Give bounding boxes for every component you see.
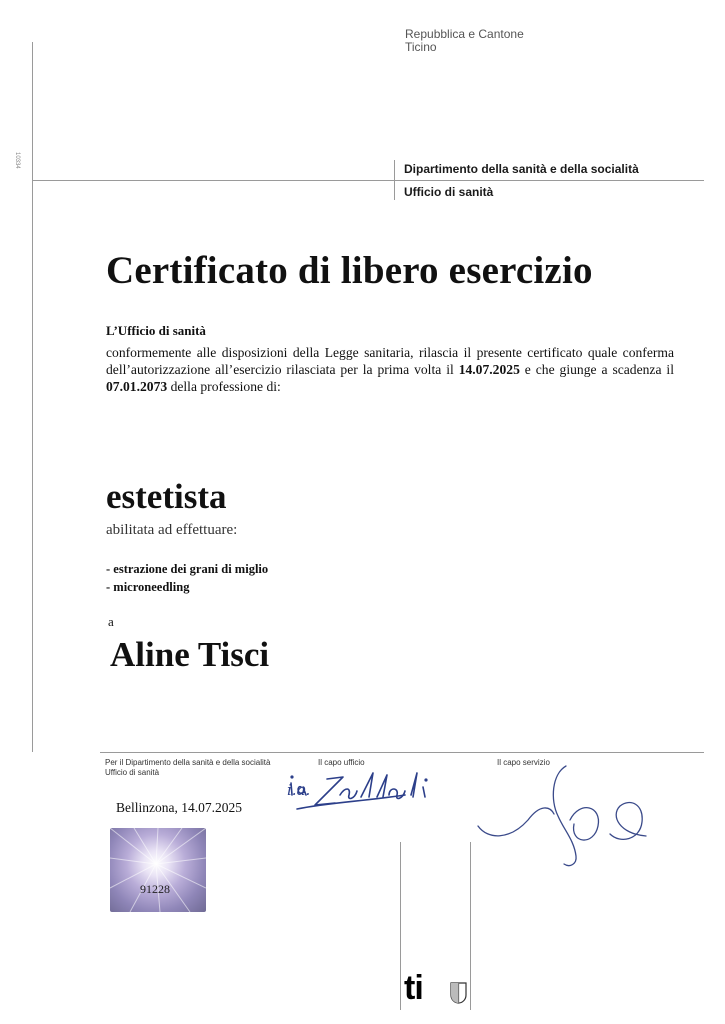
left-margin-rule <box>32 42 33 752</box>
footer-department-line2: Ufficio di sanità <box>105 768 160 777</box>
footer-department-line1: Per il Dipartimento della sanità e della socialità <box>105 758 271 767</box>
footer-vertical-rule-2 <box>470 842 471 1010</box>
hologram-rays <box>110 828 206 912</box>
body-text-part3: della professione di: <box>167 379 281 394</box>
qualification-item: - estrazione dei grani di miglio <box>106 562 269 576</box>
signature-prefix: i.a. <box>287 781 311 799</box>
department-name: Dipartimento della sanità e della socialità <box>404 162 639 176</box>
place-date: Bellinzona, 14.07.2025 <box>116 800 242 815</box>
header-rule <box>32 180 704 181</box>
issue-date: 14.07.2025 <box>458 362 520 377</box>
certificate-body <box>106 344 674 395</box>
body-text-part1: conformemente alle disposizioni della Legge sanitaria, rilascia il presente certificato quale conferma dell’autorizzazione all’esercizio rilasciata per la prima volta il <box>106 345 674 377</box>
footer-rule <box>100 752 704 753</box>
expiry-date: 07.01.2073 <box>106 379 168 394</box>
qualified-label: abilitata ad effettuare: <box>106 522 238 538</box>
issuer: L’Ufficio di sanità <box>106 323 206 338</box>
certificate-title: Certificato di libero esercizio <box>106 249 593 292</box>
side-code: 10334 <box>14 152 20 169</box>
preposition: a <box>108 614 114 629</box>
head-office-label: Il capo ufficio <box>318 758 365 767</box>
footer-vertical-rule-1 <box>400 842 401 1010</box>
profession: estetista <box>106 477 227 516</box>
org-name <box>405 27 524 54</box>
office-name: Ufficio di sanità <box>404 185 494 199</box>
body-text-part2: e che giunge a scadenza il <box>519 362 674 377</box>
ticino-shield-icon <box>450 982 467 1004</box>
footer-department <box>105 758 270 778</box>
holder-name: Aline Tisci <box>110 635 270 674</box>
ticino-logo-text: ti <box>404 969 423 1007</box>
org-name-line1: Repubblica e Cantone <box>405 27 524 41</box>
hologram-seal <box>110 828 206 912</box>
signature-head-service <box>470 760 670 870</box>
org-name-line2: Ticino <box>405 40 437 54</box>
head-service-label: Il capo servizio <box>497 758 550 767</box>
seal-number: 91228 <box>140 882 170 896</box>
signature-head-office <box>285 765 450 823</box>
qualification-item: - microneedling <box>106 580 190 594</box>
